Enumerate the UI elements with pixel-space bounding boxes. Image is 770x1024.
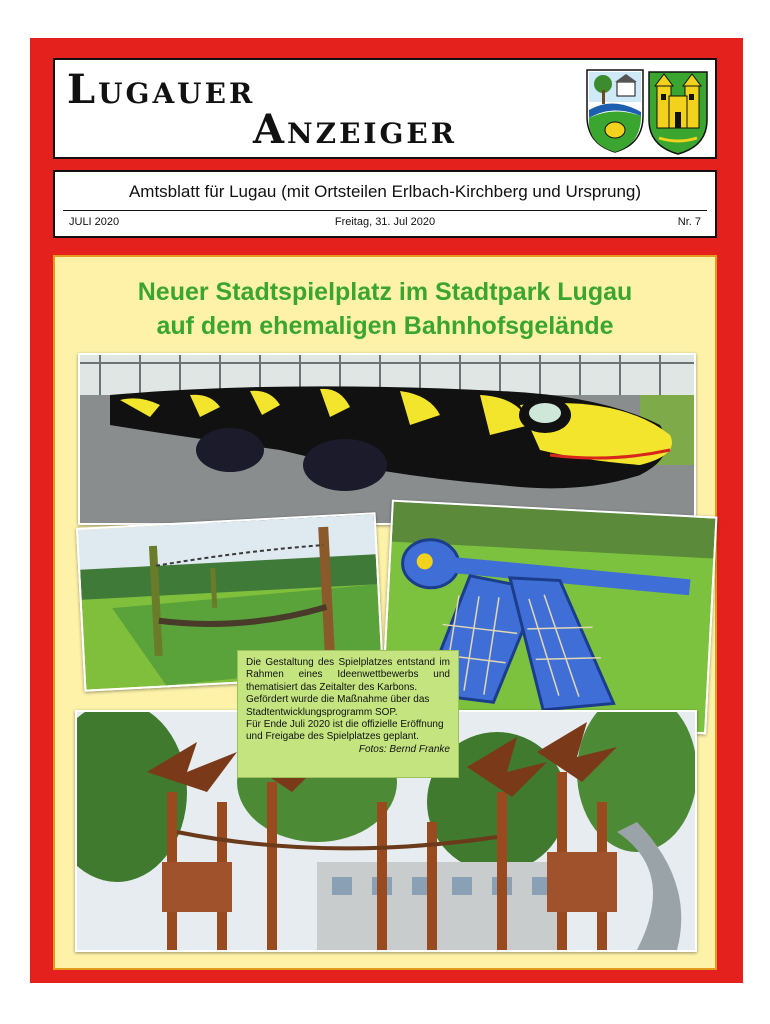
issue-date: Freitag, 31. Jul 2020: [334, 216, 436, 228]
masthead: [53, 58, 717, 159]
issue-month: JULI 2020: [69, 216, 120, 228]
divider: [63, 210, 707, 211]
caption-paragraph-3: Für Ende Juli 2020 ist die offizielle Eröffnung und Freigabe des Spielplatzes geplant.: [246, 719, 444, 743]
article-headline: [55, 275, 715, 343]
issue-info: [53, 170, 717, 238]
photo-caption: [237, 650, 459, 778]
issue-subtitle: Amtsblatt für Lugau (mit Ortsteilen Erlbach-Kirchberg und Ursprung): [128, 182, 642, 201]
caption-last-row: [246, 719, 450, 744]
headline-line2: auf dem ehemaligen Bahnhofsgelände: [156, 312, 614, 340]
issue-number: Nr. 7: [677, 216, 701, 228]
headline-line1: Neuer Stadtspielplatz im Stadtpark Lugau: [137, 278, 633, 306]
masthead-title-line1: Lugauer: [67, 66, 256, 113]
salamander-photo: [78, 353, 696, 525]
coat-of-arms-icon: [583, 66, 711, 156]
masthead-title-line2: Anzeiger: [253, 106, 458, 153]
caption-paragraph-1: Die Gestaltung des Spielplatzes entstand im Rahmen eines Ideenwettbewerbs und thematisiert das Zeitalter des Karbons.: [246, 657, 450, 693]
caption-credit-row: [246, 744, 450, 756]
photo-credit: Fotos: Bernd Franke: [358, 743, 450, 755]
caption-paragraph-2: Gefördert wurde die Maßnahme über das Stadtentwicklungsprogramm SOP.: [246, 694, 430, 718]
